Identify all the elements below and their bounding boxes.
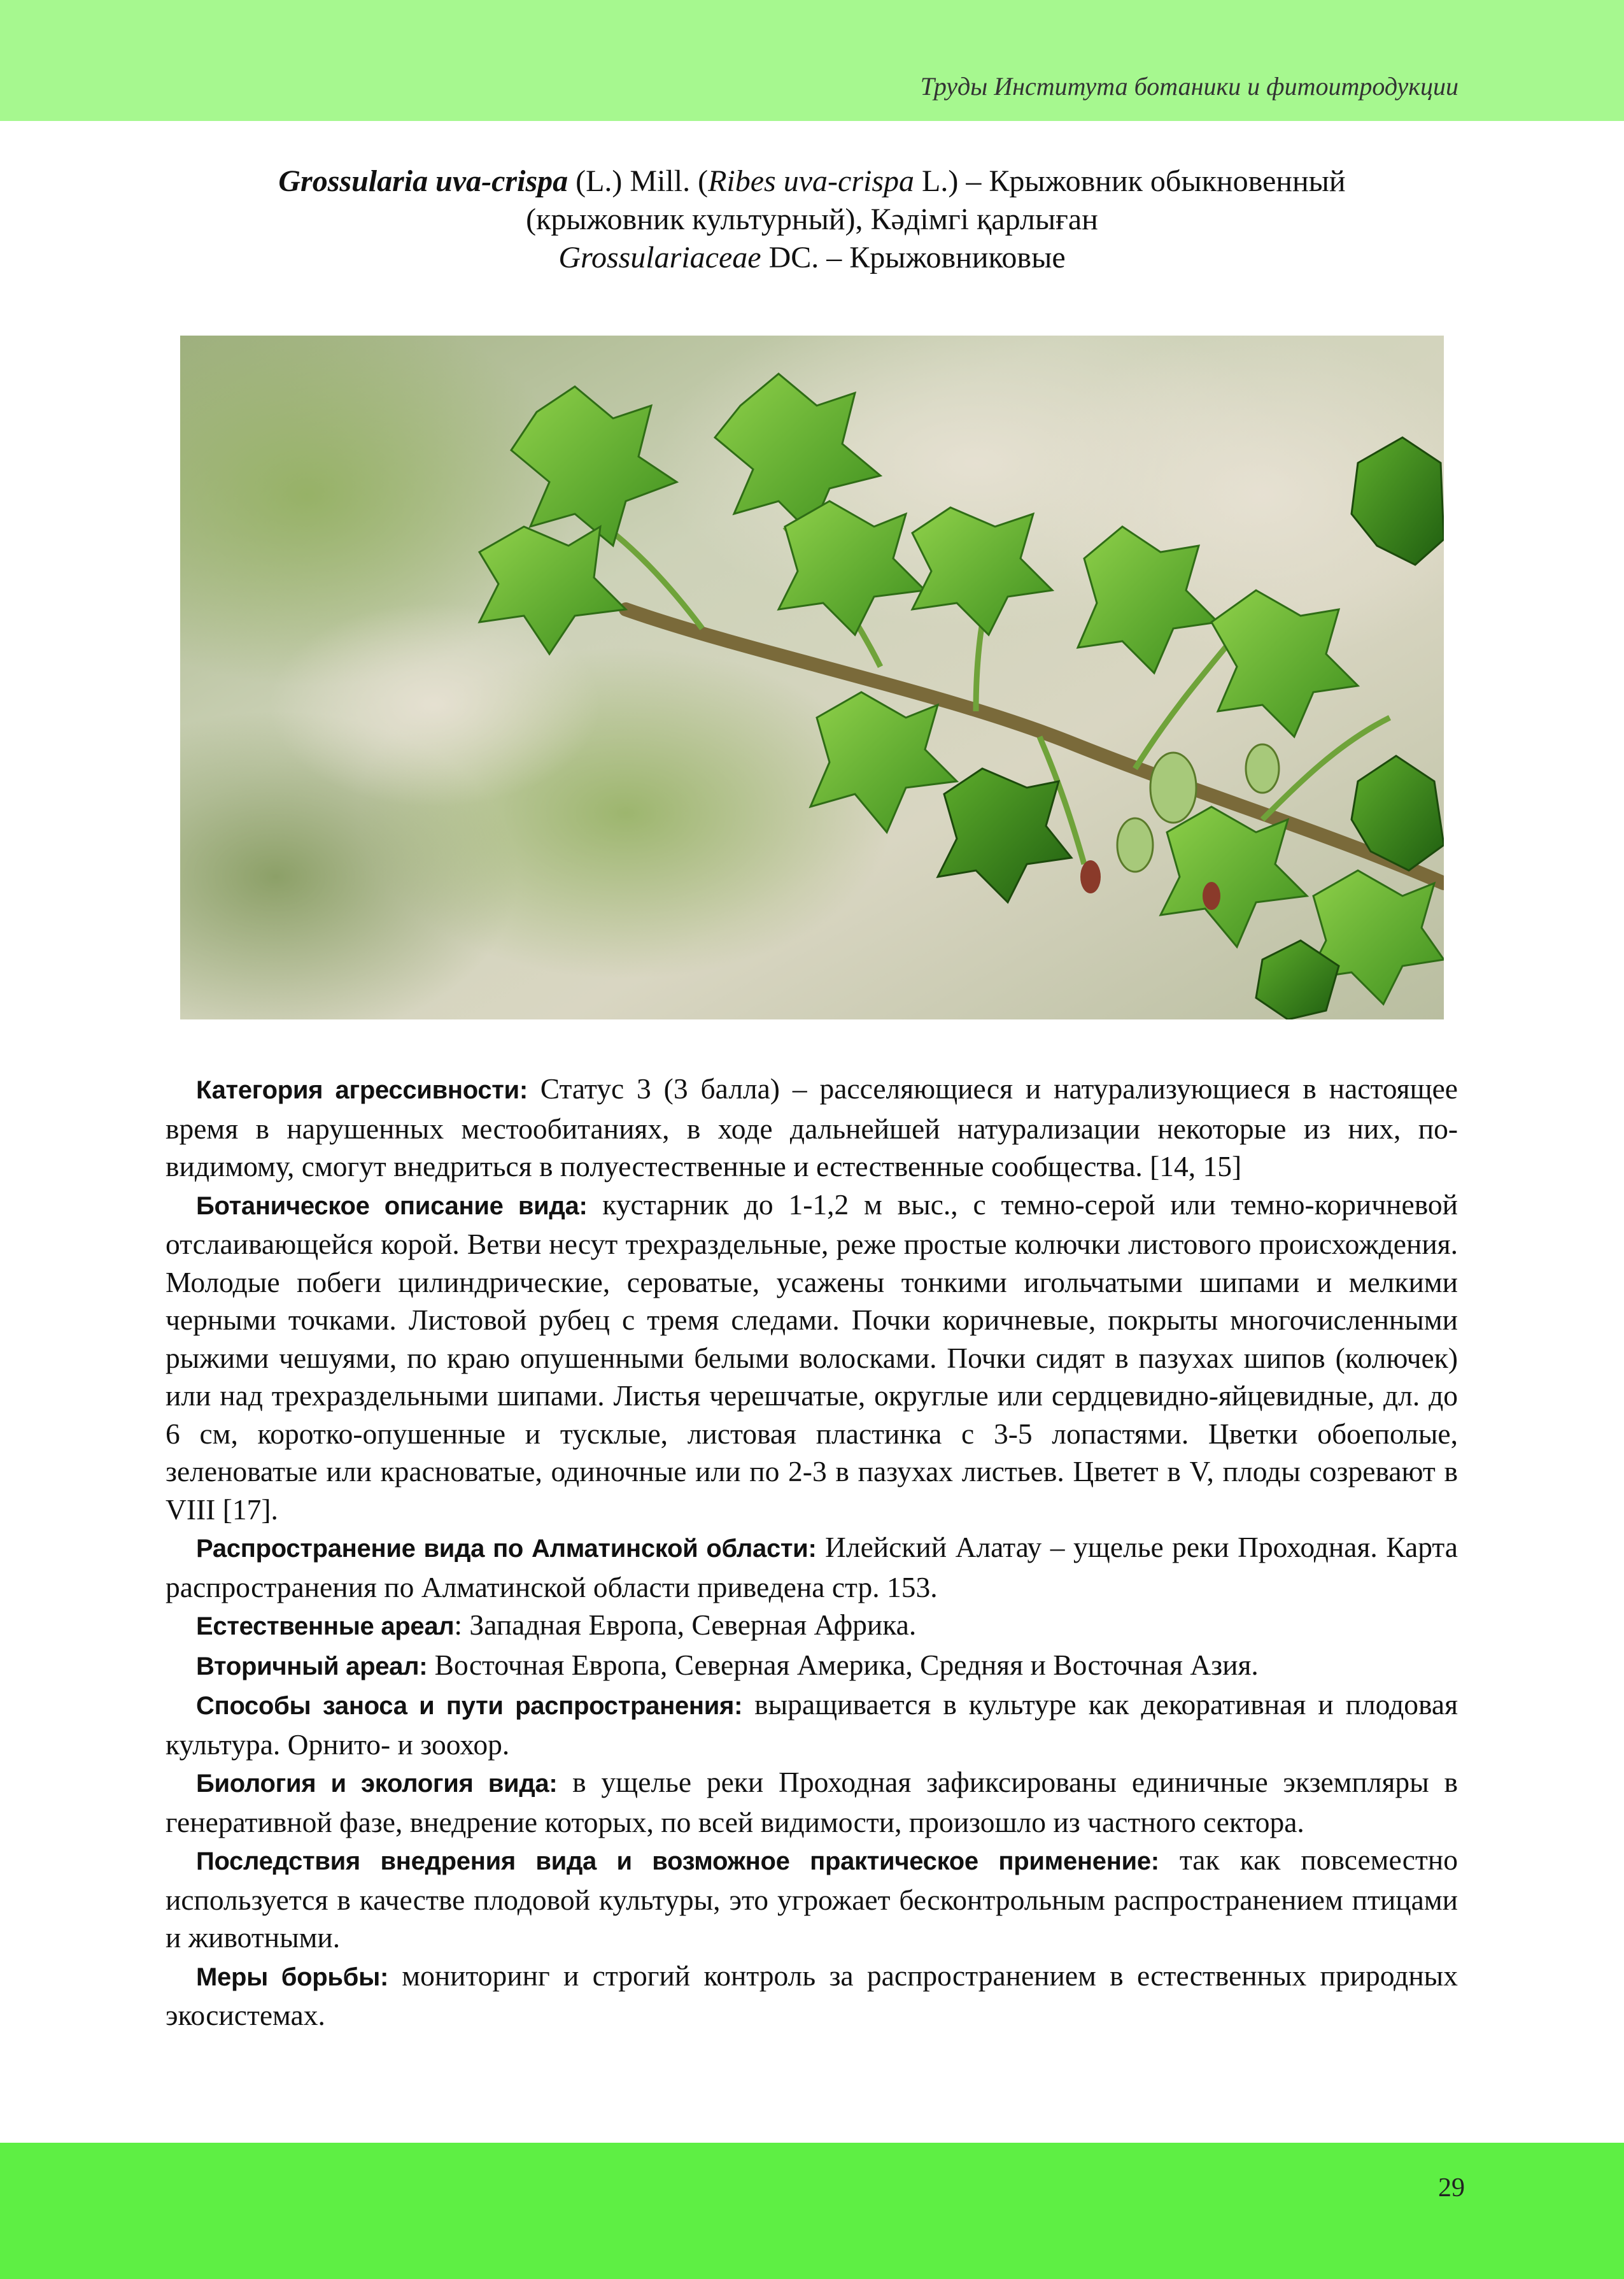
section-text: кустарник до 1-1,2 м выс., с темно-серой или темно-коричневой отслаивающейся корой. Ветви несут трехраздельные, реже простые колючки листового происхождения. Молодые побеги цилиндрические, сероватые, усажены тонкими игольчатыми шипами и мелкими черными точками. Листовой рубец с тремя следами. Почки коричневые, покрыты многочисленными рыжими чешуями, по краю опушенными белыми волосками. Почки сидят в пазухах шипов (колючек) или над трехраздельными шипами. Листья черешчатые, округлые или сердцевидно-яйцевидные, дл. до 6 см, коротко-опушенные и тусклые, листовая пластинка с 3-5 лопастями. Цветки обоеполые, зеленоватые или красноватые, одиночные или по 2-3 в пазухах листьев. Цветет в V, плоды созревают в VIII [17]. — [166, 1188, 1458, 1526]
footer-band — [0, 2143, 1624, 2279]
section-label: Меры борьбы: — [196, 1963, 388, 1991]
family-common-name: DC. – Крыжовниковые — [761, 241, 1066, 274]
section-text: Статус 3 (3 балла) – расселяющиеся и натурализующиеся в настоящее время в нарушенных местообитаниях, в ходе дальнейшей натурализации некоторые из них, по-видимому, смогут внедриться в полуестественные и естественные сообщества. [14, 15] — [166, 1072, 1458, 1182]
section-label: Вторичный ареал: — [196, 1652, 428, 1680]
section-label: Распространение вида по Алматинской области: — [196, 1535, 817, 1563]
section-label: Способы заноса и пути распространения: — [196, 1692, 743, 1720]
header-band — [0, 0, 1624, 121]
section-label: Категория агрессивности: — [196, 1076, 528, 1104]
species-common-name: L.) – Крыжовник обыкновенный — [914, 164, 1346, 198]
species-synonym: Ribes uva-crispa — [708, 164, 915, 198]
family-latin-name: Grossulariaceae — [558, 241, 761, 274]
title-line-2: (крыжовник культурный), Кәдімгі қарлыған — [526, 202, 1098, 236]
section-distribution — [166, 1528, 1458, 1606]
species-author: (L.) Mill. ( — [568, 164, 709, 198]
section-secondary-range — [166, 1646, 1458, 1686]
gooseberry-branch-photo — [180, 336, 1444, 1019]
section-label: Естественные ареал — [196, 1612, 455, 1640]
section-label: Последствия внедрения вида и возможное практическое применение: — [196, 1847, 1159, 1875]
section-text: мониторинг и строгий контроль за распространением в естественных природных экосистемах. — [166, 1959, 1458, 2031]
section-consequences — [166, 1841, 1458, 1957]
title-line-1 — [0, 162, 1624, 201]
section-text: выращивается в культуре как декоративная и плодовая культура. Орнито- и зоохор. — [166, 1688, 1458, 1761]
section-native-range — [166, 1606, 1458, 1646]
section-text: Восточная Европа, Северная Америка, Средняя и Восточная Азия. — [427, 1648, 1259, 1681]
section-botanical-description — [166, 1186, 1458, 1529]
section-text: : Западная Европа, Северная Африка. — [454, 1608, 917, 1641]
section-biology-ecology — [166, 1763, 1458, 1841]
section-label: Ботаническое описание вида: — [196, 1191, 588, 1220]
section-control-measures — [166, 1957, 1458, 2034]
species-description — [166, 1070, 1458, 2034]
species-latin-name: Grossularia uva-crispa — [278, 164, 568, 198]
section-introduction-pathways — [166, 1686, 1458, 1763]
section-text: в ущелье реки Проходная зафиксированы единичные экземпляры в генеративной фазе, внедрение которых, по всей видимости, произошло из частного сектора. — [166, 1766, 1458, 1838]
species-title — [0, 162, 1624, 277]
section-text: так как повсеместно используется в качестве плодовой культуры, это угрожает бесконтрольным распространением птицами и животными. — [166, 1843, 1458, 1954]
section-text: Илейский Алатау – ущелье реки Проходная. Карта распространения по Алматинской области приведена стр. 153. — [166, 1531, 1458, 1603]
section-aggressiveness — [166, 1070, 1458, 1186]
page-number: 29 — [1438, 2173, 1465, 2203]
journal-title: Труды Института ботаники и фитоитродукции — [920, 72, 1458, 101]
title-line-3 — [0, 239, 1624, 277]
section-label: Биология и экология вида: — [196, 1770, 558, 1798]
